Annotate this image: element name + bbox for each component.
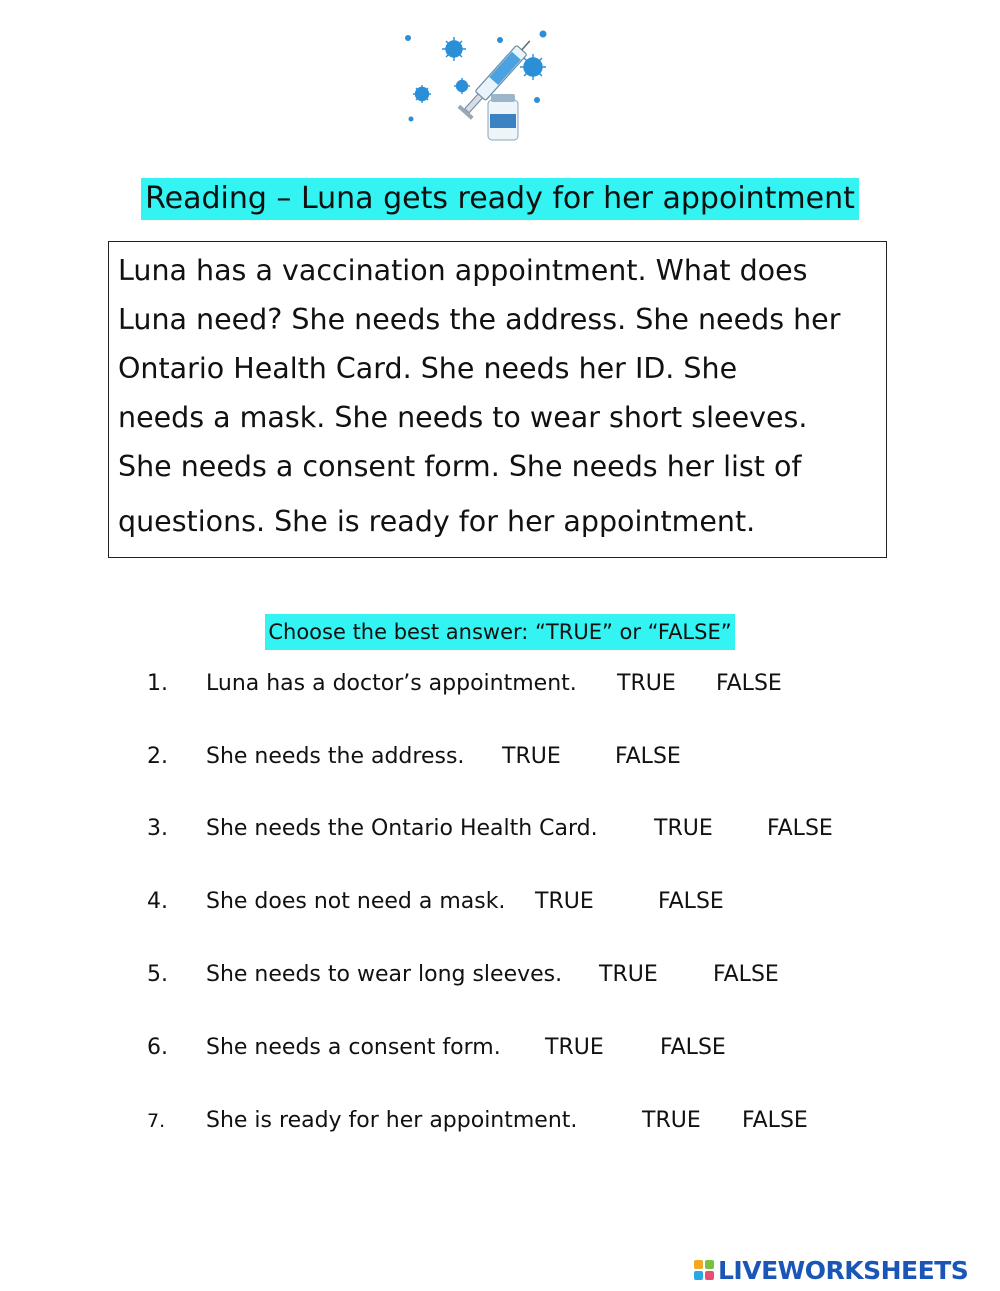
question-number: 6. <box>147 1035 168 1060</box>
true-option[interactable]: TRUE <box>617 671 676 696</box>
reading-line: Luna need? She needs the address. She needs her <box>118 303 841 336</box>
false-option[interactable]: FALSE <box>716 671 782 696</box>
question-number: 4. <box>147 889 168 914</box>
question-row <box>0 1028 1000 1068</box>
question-statement: She does not need a mask. <box>206 889 506 914</box>
covid-vaccine-illustration <box>396 24 556 148</box>
liveworksheets-logo <box>694 1254 968 1286</box>
question-number: 7. <box>147 1110 166 1132</box>
question-statement: She needs to wear long sleeves. <box>206 962 563 987</box>
reading-line: needs a mask. She needs to wear short sleeves. <box>118 401 808 434</box>
false-option[interactable]: FALSE <box>660 1035 726 1060</box>
question-row <box>0 737 1000 777</box>
false-option[interactable]: FALSE <box>615 744 681 769</box>
reading-line: questions. She is ready for her appointment. <box>118 505 756 538</box>
question-statement: She needs the Ontario Health Card. <box>206 816 598 841</box>
question-row <box>0 955 1000 995</box>
false-option[interactable]: FALSE <box>767 816 833 841</box>
question-row <box>0 1101 1000 1141</box>
true-option[interactable]: TRUE <box>599 962 658 987</box>
title-container <box>0 178 1000 220</box>
true-option[interactable]: TRUE <box>642 1108 701 1133</box>
question-statement: She is ready for her appointment. <box>206 1108 578 1133</box>
question-statement: She needs the address. <box>206 744 465 769</box>
liveworksheets-brand-text: LIVEWORKSHEETS <box>718 1255 969 1285</box>
question-statement: Luna has a doctor’s appointment. <box>206 671 577 696</box>
true-option[interactable]: TRUE <box>545 1035 604 1060</box>
question-number: 3. <box>147 816 168 841</box>
false-option[interactable]: FALSE <box>713 962 779 987</box>
instructions-container <box>0 614 1000 650</box>
reading-passage-box <box>108 241 887 558</box>
true-option[interactable]: TRUE <box>654 816 713 841</box>
reading-passage <box>118 246 878 553</box>
instructions: Choose the best answer: “TRUE” or “FALSE” <box>265 614 734 650</box>
question-row <box>0 809 1000 849</box>
liveworksheets-logo-icon <box>694 1260 714 1280</box>
true-option[interactable]: TRUE <box>502 744 561 769</box>
question-number: 5. <box>147 962 168 987</box>
false-option[interactable]: FALSE <box>742 1108 808 1133</box>
false-option[interactable]: FALSE <box>658 889 724 914</box>
question-number: 1. <box>147 671 168 696</box>
question-number: 2. <box>147 744 168 769</box>
question-row <box>0 882 1000 922</box>
true-option[interactable]: TRUE <box>535 889 594 914</box>
reading-line: Ontario Health Card. She needs her ID. She <box>118 352 738 385</box>
reading-line: She needs a consent form. She needs her list of <box>118 450 802 483</box>
page-title: Reading – Luna gets ready for her appointment <box>141 178 859 220</box>
question-row <box>0 664 1000 704</box>
reading-line: Luna has a vaccination appointment. What does <box>118 254 808 287</box>
covid-vaccine-syringe-icon <box>396 24 556 148</box>
question-statement: She needs a consent form. <box>206 1035 501 1060</box>
